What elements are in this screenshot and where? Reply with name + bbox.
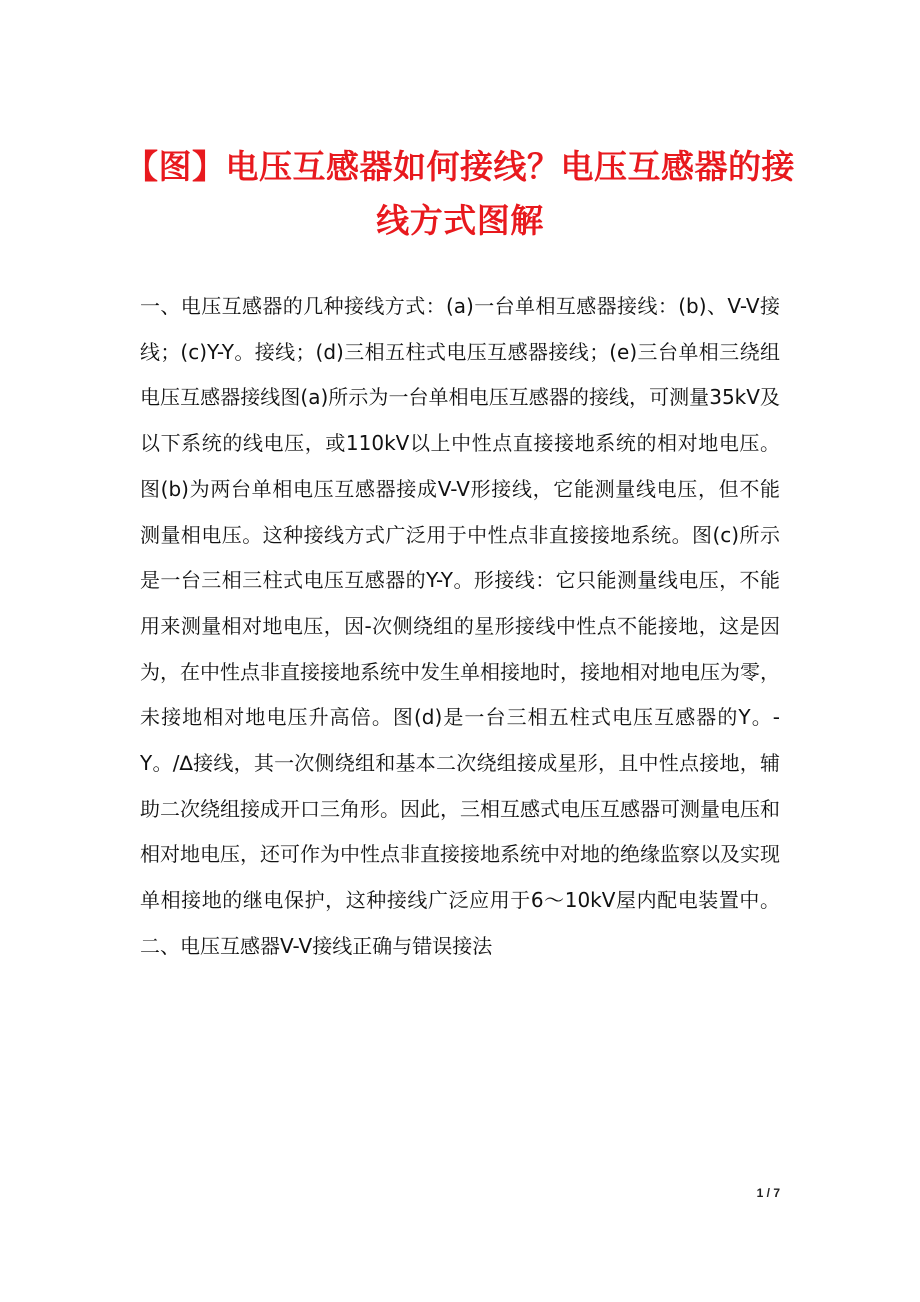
document-title: 【图】电压互感器如何接线？电压互感器的接线方式图解 <box>125 147 795 240</box>
page-number: 1 / 7 <box>756 1186 780 1200</box>
document-body-paragraph: 一、电压互感器的几种接线方式：(a)一台单相互感器接线：(b)、V-V接线；(c)Y-Y。接线；(d)三相五柱式电压互感器接线；(e)三台单相三绕组电压互感器接线图(a)所示为一台单相电压互感器的接线，可测量35kV及以下系统的线电压，或110kV以上中性点直接接地系统的相对地电压。图(b)为两台单相电压互感器接成V-V形接线，它能测量线电压，但不能测量相电压。这种接线方式广泛用于中性点非直接接地系统。图(c)所示是一台三相三柱式电压互感器的Y-Y。形接线：它只能测量线电压，不能用来测量相对地电压，因-次侧绕组的星形接线中性点不能接地，这是因为，在中性点非直接接地系统中发生单相接地时，接地相对地电压为零，未接地相对地电压升高倍。图(d)是一台三相五柱式电压互感器的Y。-Y。/∆接线，其一次侧绕组和基本二次绕组接成星形，且中性点接地，辅助二次绕组接成开口三角形。因此，三相互感式电压互感器可测量电压和相对地电压，还可作为中性点非直接接地系统中对地的绝缘监察以及实现单相接地的继电保护，这种接线广泛应用于6～10kV屋内配电装置中。二、电压互感器V-V接线正确与错误接法 <box>140 294 780 958</box>
